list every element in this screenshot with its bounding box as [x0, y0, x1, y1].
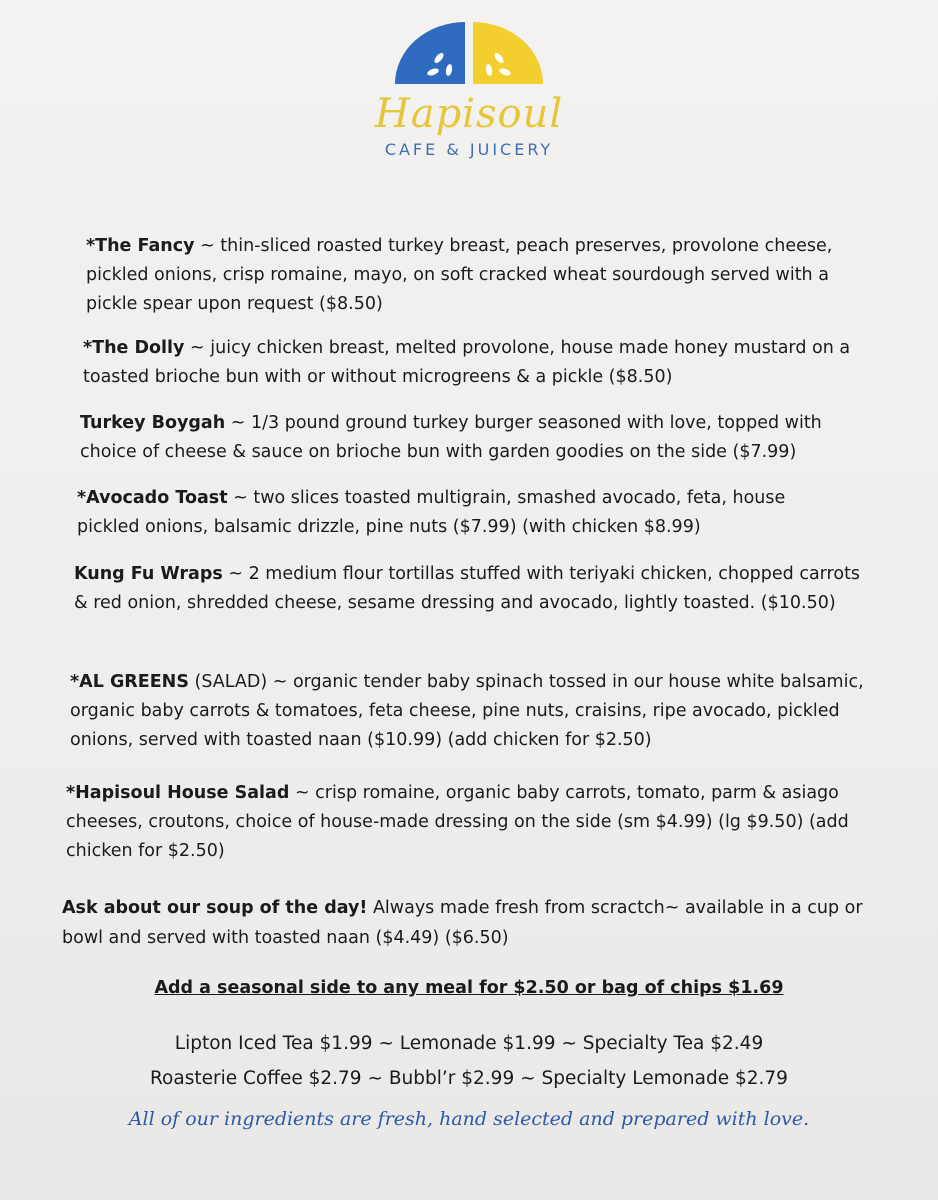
lemon-logo-icon: [389, 14, 549, 88]
menu-item-name: Turkey Boygah: [80, 413, 226, 433]
menu-item-description: ~ thin-sliced roasted turkey breast, peach preserves, provolone cheese, pickled onions, crisp romaine, mayo, on soft cracked wheat sourdough served with a pickle spear upon request ($8.50): [86, 236, 833, 314]
brand-name: Hapisoul: [374, 91, 564, 137]
soup-note: [62, 893, 902, 953]
drinks-line: Roasterie Coffee $2.79 ~ Bubbl’r $2.99 ~ Specialty Lemonade $2.79: [150, 1068, 788, 1089]
side-note: Add a seasonal side to any meal for $2.50 or bag of chips $1.69: [154, 978, 784, 998]
drinks-line: Lipton Iced Tea $1.99 ~ Lemonade $1.99 ~ Specialty Tea $2.49: [174, 1033, 764, 1054]
menu-item: [80, 409, 855, 467]
brand-subtitle: CAFE & JUICERY: [384, 140, 554, 159]
menu-item-name: *Avocado Toast: [77, 488, 228, 508]
drinks-list: [0, 1026, 938, 1096]
menu-item-description: ~ 2 medium flour tortillas stuffed with teriyaki chicken, chopped carrots & red onion, shredded cheese, sesame dressing and avocado, lightly toasted. ($10.50): [74, 564, 861, 613]
menu-item: [66, 779, 886, 866]
menu-item-description: ~ two slices toasted multigrain, smashed avocado, feta, house pickled onions, balsamic drizzle, pine nuts ($7.99) (with chicken $8.99): [77, 488, 786, 537]
logo: [0, 14, 938, 159]
menu-item: [86, 232, 866, 319]
menu-item: [74, 560, 874, 618]
menu-item-name: *The Dolly: [83, 338, 185, 358]
soup-note-heading: Ask about our soup of the day!: [62, 898, 368, 918]
soup-note-text: Always made fresh from scractch~ available in a cup or bowl and served with toasted naan ($4.49) ($6.50): [62, 898, 863, 948]
menu-item: [70, 668, 870, 755]
menu-item-name: *AL GREENS: [70, 672, 189, 692]
menu-item-name: *Hapisoul House Salad: [66, 783, 290, 803]
menu-item-description: (SALAD) ~ organic tender baby spinach tossed in our house white balsamic, organic baby carrots & tomatoes, feta cheese, pine nuts, craisins, ripe avocado, pickled onions, served with toasted naan ($10.99) (add chicken for $2.50): [70, 672, 864, 750]
menu-item-description: ~ juicy chicken breast, melted provolone, house made honey mustard on a toasted brioche bun with or without microgreens & a pickle ($8.50): [83, 338, 851, 387]
footer-tagline: All of our ingredients are fresh, hand selected and prepared with love.: [128, 1108, 810, 1130]
menu-item-description: ~ 1/3 pound ground turkey burger seasoned with love, topped with choice of cheese & sauce on brioche bun with garden goodies on the side ($7.99): [80, 413, 822, 462]
menu-item-description: ~ crisp romaine, organic baby carrots, tomato, parm & asiago cheeses, croutons, choice of house-made dressing on the side (sm $4.99) (lg $9.50) (add chicken for $2.50): [66, 783, 849, 861]
menu-item: [83, 334, 873, 392]
menu-item-name: Kung Fu Wraps: [74, 564, 223, 584]
menu-item-name: *The Fancy: [86, 236, 195, 256]
menu-item: [77, 484, 837, 542]
